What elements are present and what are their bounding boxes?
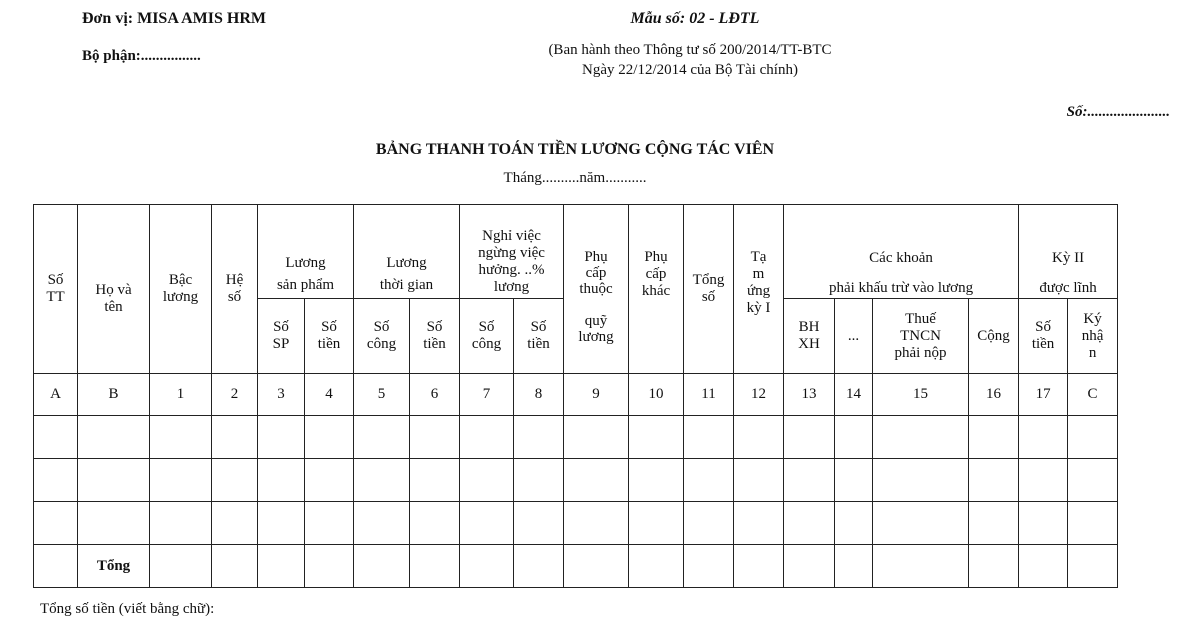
index-cell: 3 — [258, 374, 305, 416]
total-cell[interactable] — [354, 545, 410, 588]
total-cell[interactable] — [460, 545, 514, 588]
table-cell[interactable] — [78, 416, 150, 459]
table-cell[interactable] — [784, 502, 835, 545]
table-cell[interactable] — [34, 459, 78, 502]
table-cell[interactable] — [1068, 459, 1118, 502]
table-cell[interactable] — [354, 459, 410, 502]
total-cell[interactable] — [410, 545, 460, 588]
total-cell[interactable] — [684, 545, 734, 588]
header-so-tt: Số TT — [34, 205, 78, 374]
payroll-table — [33, 204, 1118, 588]
header-luong-san-pham: Lương sản phẩm — [258, 205, 354, 299]
header-ho-ten: Họ và tên — [78, 205, 150, 374]
table-cell[interactable] — [1019, 502, 1068, 545]
table-cell[interactable] — [873, 459, 969, 502]
total-cell[interactable] — [734, 545, 784, 588]
total-cell[interactable] — [564, 545, 629, 588]
table-cell[interactable] — [969, 502, 1019, 545]
index-cell: 4 — [305, 374, 354, 416]
total-cell[interactable] — [1068, 545, 1118, 588]
period-label: Tháng..........năm........... — [503, 170, 647, 186]
table-cell[interactable] — [564, 502, 629, 545]
data-rows — [34, 416, 1118, 545]
table-cell[interactable] — [1019, 459, 1068, 502]
total-label: Tổng — [78, 545, 150, 588]
table-cell[interactable] — [150, 416, 212, 459]
index-cell: 15 — [873, 374, 969, 416]
page-title: BẢNG THANH TOÁN TIỀN LƯƠNG CỘNG TÁC VIÊN — [375, 141, 775, 158]
index-cell: A — [34, 374, 78, 416]
index-cell: 16 — [969, 374, 1019, 416]
total-cell[interactable] — [784, 545, 835, 588]
table-cell[interactable] — [305, 416, 354, 459]
issued-note-line-2: Ngày 22/12/2014 của Bộ Tài chính) — [582, 62, 798, 78]
department-label: Bộ phận:................ — [82, 48, 201, 64]
index-cell: 14 — [835, 374, 873, 416]
header-he-so: Hệ số — [212, 205, 258, 374]
header-tam-ung: Tạ m ứng kỳ I — [734, 205, 784, 374]
table-cell[interactable] — [212, 416, 258, 459]
table-cell[interactable] — [784, 416, 835, 459]
header-tong-so: Tổng số — [684, 205, 734, 374]
table-row — [34, 416, 1118, 459]
amount-in-words-label: Tổng số tiền (viết bằng chữ): — [40, 601, 215, 617]
table-cell[interactable] — [150, 459, 212, 502]
index-cell: 7 — [460, 374, 514, 416]
table-cell[interactable] — [78, 459, 150, 502]
total-cell[interactable] — [305, 545, 354, 588]
table-cell[interactable] — [410, 459, 460, 502]
table-cell[interactable] — [784, 459, 835, 502]
header-so-cong-tg: Số công — [354, 299, 410, 374]
table-row — [34, 502, 1118, 545]
table-cell[interactable] — [460, 459, 514, 502]
total-cell[interactable] — [969, 545, 1019, 588]
table-cell[interactable] — [734, 502, 784, 545]
table-cell[interactable] — [212, 502, 258, 545]
table-cell[interactable] — [305, 459, 354, 502]
table-cell[interactable] — [150, 502, 212, 545]
table-cell[interactable] — [354, 502, 410, 545]
table-cell[interactable] — [1068, 416, 1118, 459]
table-cell[interactable] — [410, 416, 460, 459]
index-cell: 9 — [564, 374, 629, 416]
index-cell: C — [1068, 374, 1118, 416]
header-so-tien-tg: Số tiền — [410, 299, 460, 374]
index-cell: 5 — [354, 374, 410, 416]
document-number: Số:...................... — [1066, 104, 1170, 120]
column-index-row — [34, 374, 1118, 416]
total-cell[interactable] — [514, 545, 564, 588]
index-cell: 11 — [684, 374, 734, 416]
header-bac-luong: Bậc lương — [150, 205, 212, 374]
table-cell[interactable] — [78, 502, 150, 545]
table-cell[interactable] — [629, 459, 684, 502]
header-so-tien-ky-ii: Số tiền — [1019, 299, 1068, 374]
table-cell[interactable] — [258, 459, 305, 502]
table-cell[interactable] — [410, 502, 460, 545]
header-ky-ii: Kỳ II được lĩnh — [1019, 205, 1118, 299]
table-cell[interactable] — [969, 416, 1019, 459]
header-thue-tncn: Thuế TNCN phải nộp — [873, 299, 969, 374]
total-cell[interactable] — [629, 545, 684, 588]
header-so-cong-nghi: Số công — [460, 299, 514, 374]
total-cell[interactable] — [34, 545, 78, 588]
index-cell: 8 — [514, 374, 564, 416]
header-row-top — [34, 205, 1118, 299]
header-cong: Cộng — [969, 299, 1019, 374]
table-cell[interactable] — [1019, 416, 1068, 459]
issued-note-line-1: (Ban hành theo Thông tư số 200/2014/TT-BTC — [548, 42, 832, 58]
total-cell[interactable] — [873, 545, 969, 588]
table-cell[interactable] — [873, 502, 969, 545]
header-bhxh: BH XH — [784, 299, 835, 374]
header-luong-thoi-gian: Lương thời gian — [354, 205, 460, 299]
table-cell[interactable] — [34, 416, 78, 459]
index-cell: 12 — [734, 374, 784, 416]
table-cell[interactable] — [460, 416, 514, 459]
table-cell[interactable] — [212, 459, 258, 502]
index-cell: 10 — [629, 374, 684, 416]
table-cell[interactable] — [734, 459, 784, 502]
index-cell: 6 — [410, 374, 460, 416]
total-cell[interactable] — [1019, 545, 1068, 588]
table-cell[interactable] — [305, 502, 354, 545]
index-cell: B — [78, 374, 150, 416]
index-cell: 17 — [1019, 374, 1068, 416]
table-cell[interactable] — [514, 459, 564, 502]
table-cell[interactable] — [1068, 502, 1118, 545]
total-cell[interactable] — [835, 545, 873, 588]
index-cell: 2 — [212, 374, 258, 416]
table-cell[interactable] — [258, 502, 305, 545]
header-phu-cap-thuoc: Phụ cấp thuộc quỹ lương — [564, 205, 629, 374]
index-cell: 13 — [784, 374, 835, 416]
table-cell[interactable] — [354, 416, 410, 459]
table-cell[interactable] — [835, 502, 873, 545]
table-cell[interactable] — [514, 502, 564, 545]
total-cell[interactable] — [212, 545, 258, 588]
table-cell[interactable] — [835, 416, 873, 459]
table-cell[interactable] — [564, 416, 629, 459]
unit-name: Đơn vị: MISA AMIS HRM — [82, 10, 266, 27]
table-cell[interactable] — [629, 502, 684, 545]
header-so-tien-sp: Số tiền — [305, 299, 354, 374]
table-cell[interactable] — [514, 416, 564, 459]
total-cell[interactable] — [258, 545, 305, 588]
table-cell[interactable] — [684, 416, 734, 459]
table-cell[interactable] — [684, 459, 734, 502]
table-cell[interactable] — [873, 416, 969, 459]
header-nghi-viec: Nghỉ việc ngừng việc hưởng. ..% lương — [460, 205, 564, 299]
table-cell[interactable] — [734, 416, 784, 459]
index-cell: 1 — [150, 374, 212, 416]
total-cell[interactable] — [150, 545, 212, 588]
table-cell[interactable] — [460, 502, 514, 545]
header-ky-nhan: Ký nhậ n — [1068, 299, 1118, 374]
header-so-tien-nghi: Số tiền — [514, 299, 564, 374]
header-so-sp: Số SP — [258, 299, 305, 374]
table-cell[interactable] — [34, 502, 78, 545]
form-code: Mẫu số: 02 - LĐTL — [630, 10, 760, 27]
table-row — [34, 459, 1118, 502]
header-cac-khoan-khau-tru: Các khoản phải khấu trừ vào lương — [784, 205, 1019, 299]
table-cell[interactable] — [564, 459, 629, 502]
table-cell[interactable] — [969, 459, 1019, 502]
table-cell[interactable] — [684, 502, 734, 545]
table-cell[interactable] — [629, 416, 684, 459]
total-row — [34, 545, 1118, 588]
table-cell[interactable] — [258, 416, 305, 459]
header-phu-cap-khac: Phụ cấp khác — [629, 205, 684, 374]
header-ellipsis: ... — [835, 299, 873, 374]
table-cell[interactable] — [835, 459, 873, 502]
